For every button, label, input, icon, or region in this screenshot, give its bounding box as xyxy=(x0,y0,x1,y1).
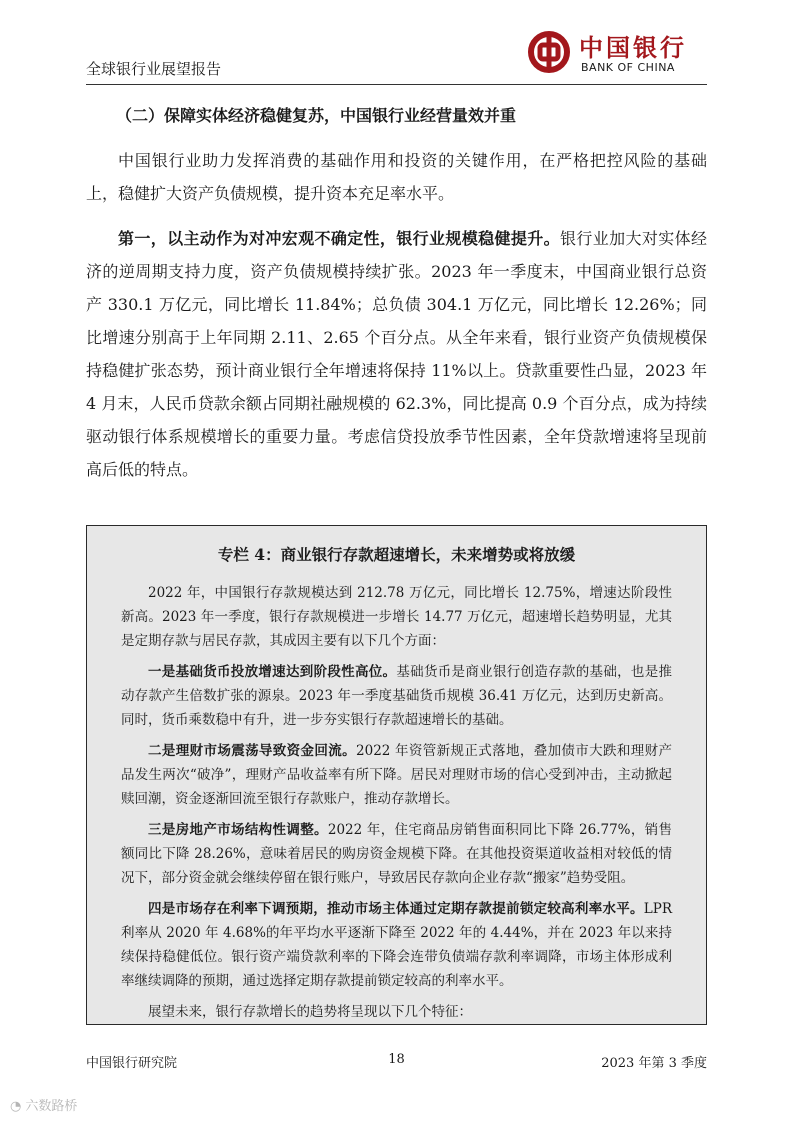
paragraph-lead: 第一，以主动作为对冲宏观不确定性，银行业规模稳健提升。 xyxy=(118,229,561,248)
box-item-text: 基础货币是商业银行创造存款的基础，也是推动存款产生倍数扩张的源泉。2023 年一季度基础货币规模 36.41 万亿元，达到历史新高。同时，货币乘数稳中有升，进一步夯实银行存款超速增长的基础。 xyxy=(121,664,673,728)
paragraph-intro: 中国银行业助力发挥消费的基础作用和投资的关键作用，在严格把控风险的基础上，稳健扩大资产负债规模，提升资本充足率水平。 xyxy=(86,151,707,203)
box-item-text: LPR 利率从 2020 年 4.68%的年平均水平逐渐下降至 2022 年的 4.44%，并在 2023 年以来持续保持稳健低位。银行资产端贷款利率的下降会连带负债端存款利率调降，市场主体形成利率继续调降的预期，通过选择定期存款提前锁定较高的利率水平。 xyxy=(121,901,672,989)
page-header xyxy=(86,28,707,82)
watermark xyxy=(10,1095,77,1114)
bank-logo xyxy=(527,28,707,78)
section-heading: （二）保障实体经济稳健复苏，中国银行业经营量效并重 xyxy=(116,106,517,125)
bank-of-china-logo-icon xyxy=(527,30,571,74)
watermark-text: 六数路桥 xyxy=(25,1099,78,1114)
box-item-lead: 三是房地产市场结构性调整。 xyxy=(148,822,328,838)
box-item xyxy=(121,818,672,890)
watermark-logo-icon: ◔ xyxy=(10,1099,22,1114)
box-item-lead: 一是基础货币投放增速达到阶段性高位。 xyxy=(148,664,397,680)
box-item-lead: 二是理财市场震荡导致资金回流。 xyxy=(148,743,357,759)
header-divider xyxy=(86,84,707,85)
logo-english-name: BANK OF CHINA xyxy=(581,61,675,74)
box-item-text: 2022 年资管新规正式落地，叠加债市大跌和理财产品发生两次“破净”，理财产品收益率有所下降。居民对理财市场的信心受到冲击，主动掀起赎回潮，资金逐渐回流至银行存款账户，推动存款增长。 xyxy=(121,743,673,807)
box-item xyxy=(121,897,672,993)
box-item xyxy=(121,739,672,811)
report-title: 全球银行业展望报告 xyxy=(86,60,222,78)
box-item-text: 2022 年，住宅商品房销售面积同比下降 26.77%，销售额同比下降 28.26%，意味着居民的购房资金规模下降。在其他投资渠道收益相对较低的情况下，部分资金就会继续停留在银行账户，导致居民存款向企业存款“搬家”趋势受阻。 xyxy=(121,822,673,886)
box-outlook: 展望未来，银行存款增长的趋势将呈现以下几个特征： xyxy=(148,1004,472,1020)
main-content xyxy=(86,100,707,498)
footer-quarter: 2023 年第 3 季度 xyxy=(601,1056,707,1071)
paragraph-first-point xyxy=(86,222,707,486)
page-footer xyxy=(86,1052,707,1072)
logo-chinese-name: 中国银行 xyxy=(579,33,687,62)
special-column-box xyxy=(86,525,707,1025)
box-title: 专栏 4：商业银行存款超速增长，未来增势或将放缓 xyxy=(217,545,576,564)
box-item-lead: 四是市场存在利率下调预期，推动市场主体通过定期存款提前锁定较高利率水平。 xyxy=(148,901,644,917)
paragraph-body: 银行业加大对实体经济的逆周期支持力度，资产负债规模持续扩张。2023 年一季度末，中国商业银行总资产 330.1 万亿元，同比增长 11.84%；总负债 304.1 万亿元，同比增长 12.26%；同比增速分别高于上年同期 2.11、2.65 个百分点。从全年来看，银行业资产负债规模保持稳健扩张态势，预计商业银行全年增速将保持 11%以上。贷款重要性凸显，2023 年 4 月末，人民币贷款余额占同期社融规模的 62.3%，同比提高 0.9 个百分点，成为持续驱动银行体系规模增长的重要力量。考虑信贷投放季节性因素，全年贷款增速将呈现前高后低的特点。 xyxy=(86,229,707,479)
box-intro: 2022 年，中国银行存款规模达到 212.78 万亿元，同比增长 12.75%，增速达阶段性新高。2023 年一季度，银行存款规模进一步增长 14.77 万亿元，超速增长趋势明显，尤其是定期存款与居民存款，其成因主要有以下几个方面： xyxy=(121,585,672,649)
box-item xyxy=(121,660,672,732)
page-number: 18 xyxy=(388,1052,405,1067)
footer-institute: 中国银行研究院 xyxy=(86,1056,178,1071)
